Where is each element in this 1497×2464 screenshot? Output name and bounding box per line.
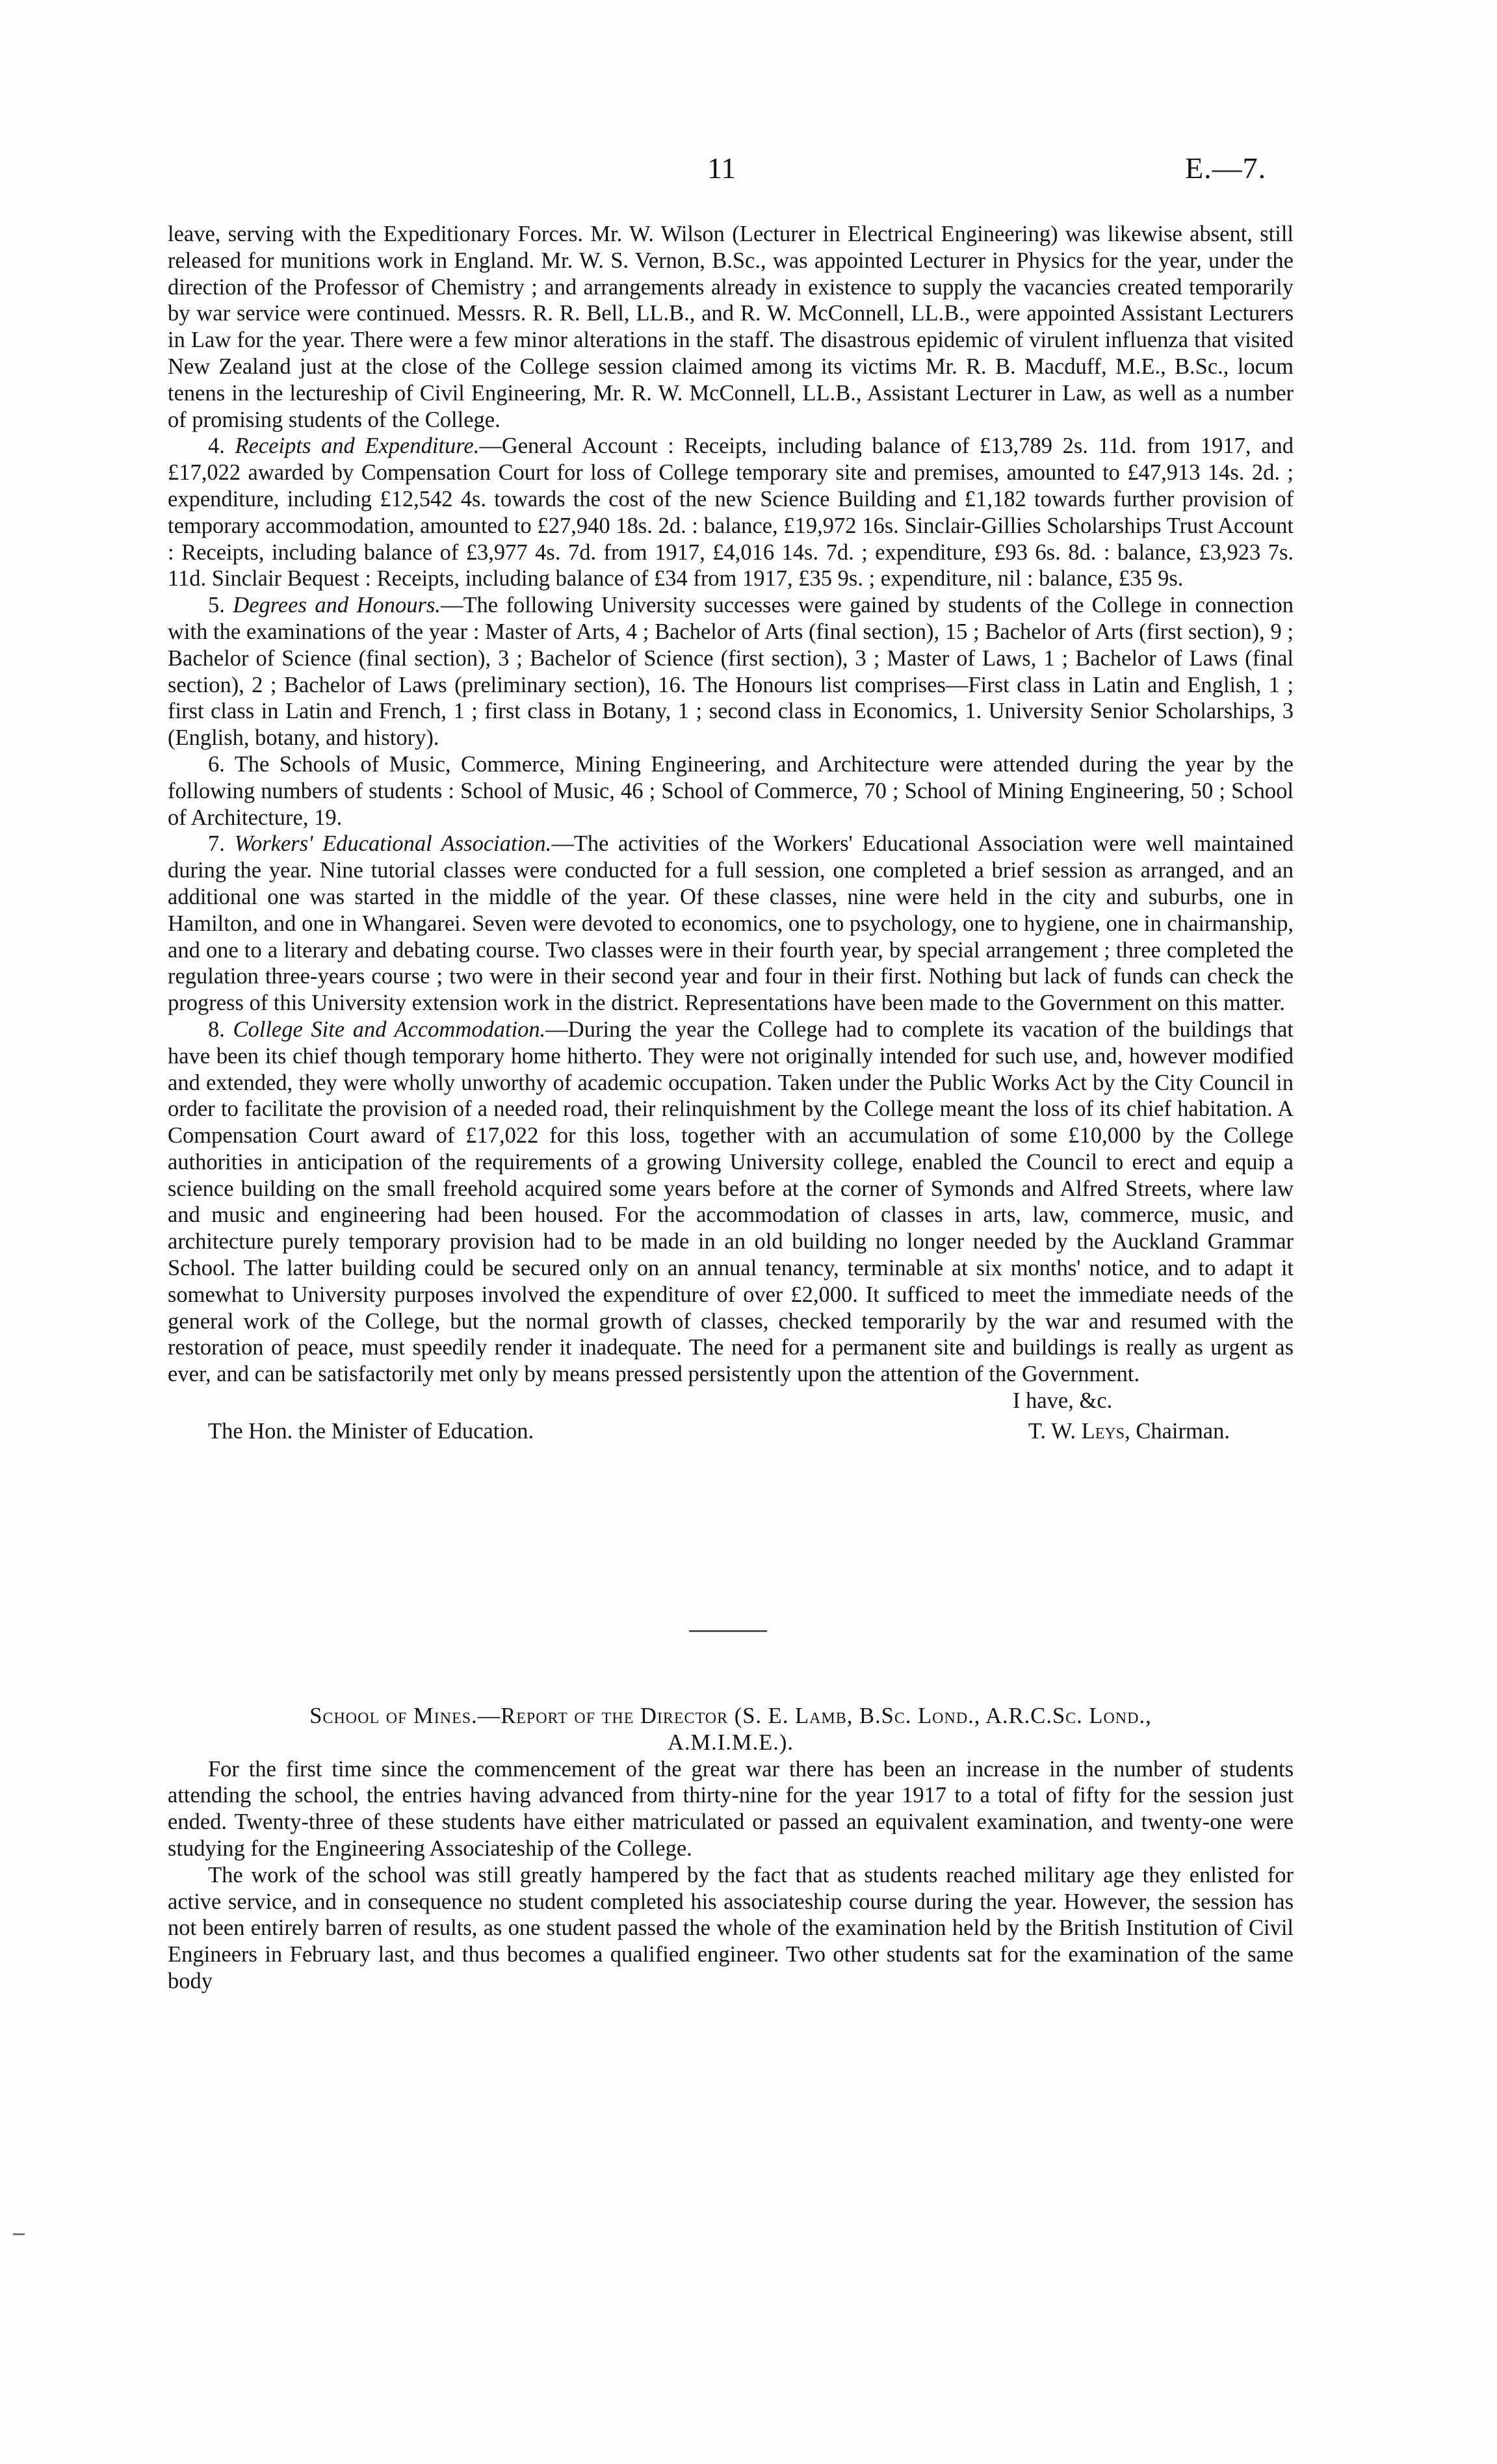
paragraph-wea xyxy=(168,831,1294,1017)
closing-salutation: I have, &c. xyxy=(1013,1388,1113,1414)
signature-row xyxy=(168,1418,1294,1445)
paragraph-number: 8. xyxy=(208,1017,233,1042)
paragraph-text: —General Account : Receipts, including balance of £13,789 2s. 11d. from 1917, and £17,022 awarded by Compensation Court for loss of College temporary site and premises, amounted to £47,913 14s. 2d. ; expenditure, including £12,542 4s. towards the cost of the new Science Building and £1,182 towards further provision of temporary accommodation, amounted to £27,940 18s. 2d. : balance, £19,972 16s. Sinclair-Gillies Scholarships Trust Account : Receipts, including balance of £3,977 4s. 7d. from 1917, £4,016 14s. 7d. ; expenditure, £93 6s. 8d. : balance, £3,923 7s. 11d. Sinclair Bequest : Receipts, including balance of £34 from 1917, £35 9s. ; expenditure, nil : balance, £35 9s. xyxy=(168,434,1294,591)
paragraph-text: 6. The Schools of Music, Commerce, Mining Engineering, and Architecture were attended during the year by the following numbers of students : School of Music, 46 ; School of Commerce, 70 ; School of Mining Engineering, 50 ; School of Architecture, 19. xyxy=(168,751,1294,830)
section-paragraph: For the first time since the commencement of the great war there has been an increase in the number of students attending the school, the entries having advanced from thirty-nine for the year 1917 to a total of fifty for the session just ended. Twenty-three of these students have either matriculated or passed an equivalent examination, and twenty-one were studying for the Engineering Associateship of the College. xyxy=(168,1756,1294,1861)
paragraph-number: 4. xyxy=(208,434,235,459)
paragraph-number: 7. xyxy=(208,831,235,857)
paragraph-schools xyxy=(168,751,1294,831)
paragraph-heading: Degrees and Honours. xyxy=(233,593,441,618)
report-body xyxy=(168,221,1294,1445)
page-header xyxy=(0,151,1497,196)
paragraph-receipts xyxy=(168,433,1294,592)
section-title-line2: A.M.I.M.E.). xyxy=(667,1730,794,1755)
paragraph-site xyxy=(168,1017,1294,1388)
paragraph-text: —During the year the College had to complete its vacation of the buildings that have been its chief though temporary home hitherto. They were not originally intended for such use, and, however modified and extended, they were wholly unworthy of academic occupation. Taken under the Public Works Act by the City Council in order to facilitate the provision of a needed road, their relinquishment by the College meant the loss of its chief habitation. A Compensation Court award of £17,022 for this loss, together with an accumulation of some £10,000 by the College authorities in anticipation of the requirements of a growing University college, enabled the Council to erect and equip a science building on the small freehold acquired some years before at the corner of Symonds and Alfred Streets, where law and music and engineering had been housed. For the accommodation of classes in arts, law, commerce, music, and architecture purely temporary provision had to be made in an old building no longer needed by the Auckland Grammar School. The latter building could be secured only on an annual tenancy, terminable at six months' notice, and to adapt it somewhat to University purposes involved the expenditure of over £2,000. It sufficed to meet the immediate needs of the general work of the College, but the normal growth of classes, checked temporarily by the war and resumed with the restoration of peace, must speedily render it inadequate. The need for a permanent site and buildings is really as urgent as ever, and can be satisfactorily met only by means pressed persistently upon the attention of the Government. xyxy=(168,1017,1294,1387)
section-title-line1: School of Mines.—Report of the Director (S. E. Lamb, B.Sc. Lond., A.R.C.Sc. Lond., xyxy=(309,1704,1152,1728)
paragraph-heading: Workers' Educational Association. xyxy=(234,831,552,857)
paragraph-text: —The activities of the Workers' Educational Association were well maintained during the year. Nine tutorial classes were conducted for a full session, one completed a brief session as arranged, and an additional one was started in the middle of the year. Of these classes, nine were held in the city and suburbs, one in Hamilton, and one in Whangarei. Seven were devoted to economics, one to psychology, one to hygiene, one in chairmanship, and one to a literary and debating course. Two classes were in their fourth year, by special arrangement ; three completed the regulation three-years course ; two were in their second year and four in their first. Nothing but lack of funds can check the progress of this University extension work in the district. Representations have been made to the Government on this matter. xyxy=(168,831,1294,1016)
document-code: E.—7. xyxy=(1185,151,1267,185)
paragraph-number: 5. xyxy=(208,593,233,618)
signer-name: T. W. Leys xyxy=(1028,1418,1125,1444)
section-paragraph: The work of the school was still greatly hampered by the fact that as students reached military age they enlisted for active service, and in consequence no student completed his associateship course during the year. However, the session has not been entirely barren of results, as one student passed the whole of the examination held by the British Institution of Civil Engineers in February last, and thus becomes a qualified engineer. Two other students sat for the examination of the same body xyxy=(168,1862,1294,1993)
school-of-mines-section xyxy=(168,1703,1294,1995)
section-divider xyxy=(689,1630,767,1632)
paragraph-heading: Receipts and Expenditure. xyxy=(235,434,480,459)
paragraph-staff: leave, serving with the Expeditionary Forces. Mr. W. Wilson (Lecturer in Electrical Engineering) was likewise absent, still released for munitions work in England. Mr. W. S. Vernon, B.Sc., was appointed Lecturer in Physics for the year, under the direction of the Professor of Chemistry ; and arrangements already in existence to supply the vacancies created temporarily by war service were continued. Messrs. R. R. Bell, LL.B., and R. W. McConnell, LL.B., were appointed Assistant Lecturers in Law for the year. There were a few minor alterations in the staff. The disastrous epidemic of virulent influenza that visited New Zealand just at the close of the College session claimed among its victims Mr. R. B. Macduff, M.E., B.Sc., locum tenens in the lectureship of Civil Engineering, Mr. R. W. McConnell, LL.B., Assistant Lecturer in Law, as well as a number of promising students of the College. xyxy=(168,222,1294,432)
signer xyxy=(1028,1418,1230,1445)
signer-title: , Chairman. xyxy=(1125,1418,1230,1444)
margin-mark xyxy=(13,2233,25,2235)
paragraph-heading: College Site and Accommodation. xyxy=(233,1017,546,1042)
addressee: The Hon. the Minister of Education. xyxy=(208,1418,534,1444)
paragraph-text: —The following University successes were gained by students of the College in connection with the examinations of the year : Master of Arts, 4 ; Bachelor of Arts (final section), 15 ; Bachelor of Arts (first section), 9 ; Bachelor of Science (final section), 3 ; Bachelor of Science (first section), 3 ; Master of Laws, 1 ; Bachelor of Laws (final section), 2 ; Bachelor of Laws (preliminary section), 16. The Honours list comprises—First class in Latin and English, 1 ; first class in Latin and French, 1 ; first class in Botany, 1 ; second class in Economics, 1. University Senior Scholarships, 3 (English, botany, and history). xyxy=(168,593,1294,751)
paragraph-degrees xyxy=(168,592,1294,751)
page-number: 11 xyxy=(707,151,736,185)
